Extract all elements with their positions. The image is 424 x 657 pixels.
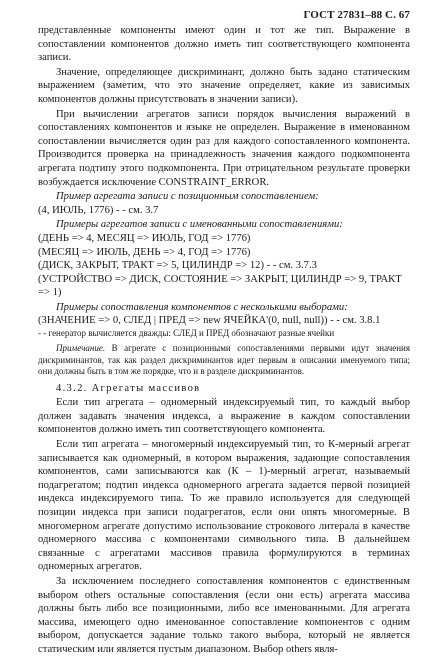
- example-line: (УСТРОЙСТВО => ДИСК, СОСТОЯНИЕ => ЗАКРЫТ, ЦИЛИНДР => 9, ТРАКТ: [38, 273, 402, 285]
- example-line: (ДЕНЬ => 4, МЕСЯЦ => ИЮЛЬ, ГОД => 1776): [38, 232, 251, 244]
- section-heading: 4.3.2. Агрегаты массивов: [56, 382, 201, 394]
- example-line: (ЗНАЧЕНИЕ => 0, СЛЕД | ПРЕД => new ЯЧЕЙКА'(0, null, null)) - - см. 3.8.1: [38, 315, 381, 327]
- example-comment: - - генератор вычисляется дважды: СЛЕД и ПРЕД обозначают разные ячейки: [38, 328, 335, 339]
- paragraph-multi-dimensional: Если тип агрегата – многомерный индексируемый тип, то К-мерный агрегат записывается как одномерный, в котором выражения, задающие сопоставления компонентов, сами записываются как (К – 1)-мерный агрегат, называемый подагрегатом; подтип индекса одномерного агрегата задается первой позицией индекса индексируемого типа. То же правило используется для следующей позиции индекса при записи подагрегатов, если они опять многомерные. В многомерном агрегате допустимо использование строкового литерала в качестве одномерного массива с компонентами символьного типа. В дальнейшем связанные с агрегатами массивов правила формулируются в терминах одномерных агрегатов.: [38, 439, 410, 573]
- paragraph-one-dimensional: Если тип агрегата – одномерный индексируемый тип, то каждый выбор должен задавать значения индекса, а выражение в каждом сопоставлении компонентов должно иметь тип соответствующего компонента.: [38, 397, 410, 436]
- paragraph-evaluation: При вычислении агрегатов записи порядок вычисления выражений в сопоставлениях компонентов и языке не определен. Выражение в именованном сопоставлении вычисляется один раз для каждого сопоставленного компонента. Производится проверка на принадлежность значения каждого подкомпонента агрегата подтипу этого подкомпонента. При отрицательном результате проверки возбуждается исключение CONSTRAINT_ERROR.: [38, 108, 410, 188]
- example-line: (ДИСК, ЗАКРЫТ, ТРАКТ => 5, ЦИЛИНДР => 12) - - см. 3.7.3: [38, 260, 317, 272]
- note-text: В агрегате с позиционными сопоставлениями первыми идут значения дискриминантов, так как раздел дискриминантов идет первым в описании именуемого типа; они должны быть в том же порядке, что и в разделе дискриминантов.: [38, 343, 410, 377]
- example-line: => 1): [38, 287, 62, 299]
- paragraph-continued: представленные компоненты имеют один и тот же тип. Выражение в сопоставлении компонентов должно иметь тип соответствующего компонента записи.: [38, 25, 410, 64]
- paragraph-discriminant: Значение, определяющее дискриминант, должно быть задано статическим выражением (заметим, что это значение определяет, какие из зависимых компонентов должны присутствовать в значении записи).: [38, 66, 410, 105]
- example-line: (4, ИЮЛЬ, 1776) - - см. 3.7: [38, 204, 159, 216]
- note-paragraph: [38, 343, 410, 377]
- example-heading-positional: Пример агрегата записи с позиционным сопоставлением:: [56, 191, 319, 203]
- note-label: Примечание.: [56, 343, 106, 354]
- example-line: (МЕСЯЦ => ИЮЛЬ, ДЕНЬ => 4, ГОД => 1776): [38, 246, 251, 258]
- page-header: ГОСТ 27831–88 С. 67: [303, 9, 410, 21]
- paragraph-others: За исключением последнего сопоставления компонентов с единственным выбором others остальные сопоставления (если они есть) агрегата массива должны быть либо все позиционными, либо все именованными. Для агрегата массива, имеющего одно именованное сопоставление компонентов с одним выбором, допускается задание только такого выбора, который не является статическим или является пустым диапазоном. Выбор others явля-: [38, 576, 410, 655]
- example-heading-named: Примеры агрегатов записи с именованными сопоставлениями:: [56, 219, 343, 231]
- example-heading-multiple-choices: Примеры сопоставления компонентов с несколькими выборами:: [56, 301, 348, 313]
- page-body: [38, 24, 410, 657]
